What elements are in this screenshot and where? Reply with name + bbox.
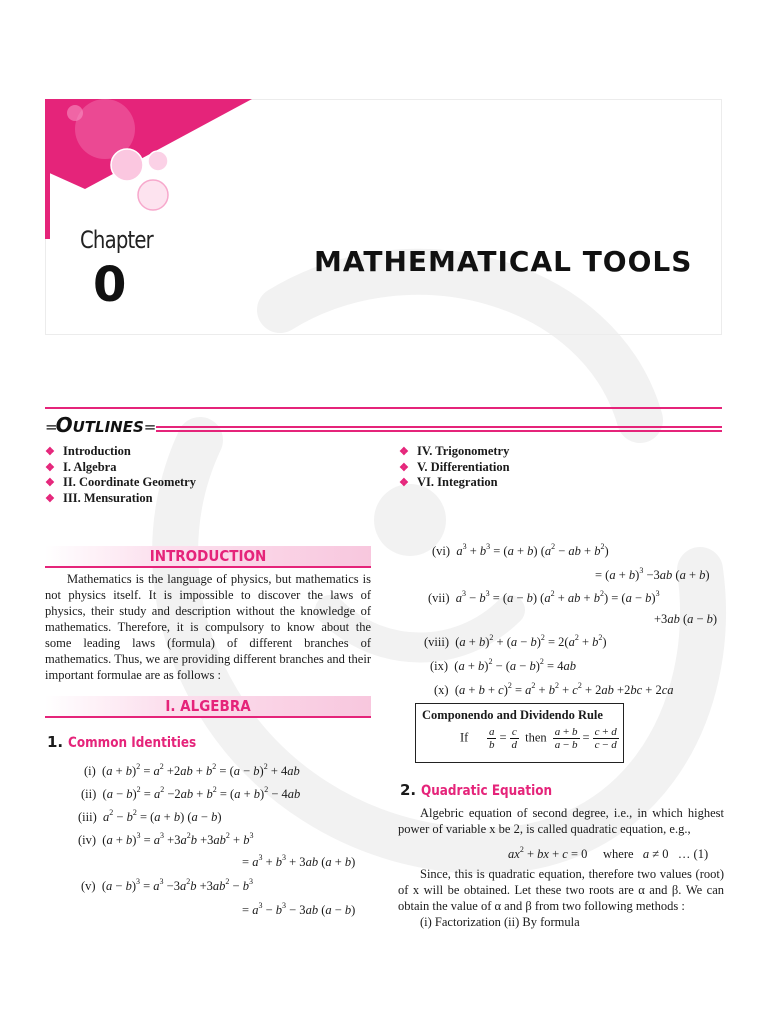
introduction-paragraph: Mathematics is the language of physics, but mathematics is not physics itself. It is impossible to discover the laws of physics, their study and description without the knowledge of mathematics. Therefore, it is compulsory to know about the some leading laws (formula) of different branches of mathematics. Thus, we are providing different branches and their important formulae are as follows : <box>45 572 371 682</box>
outlines-heading: =OUTLINES= <box>45 413 155 437</box>
quadratic-equation: $ax^2$ + bx + c = 0 where a ≠ 0 … (1) <box>508 845 709 861</box>
quadratic-paragraph-3: (i) Factorization (ii) By formula <box>420 915 580 929</box>
introduction-text <box>45 571 371 683</box>
identity-vi: (vi) $a^3 + b^3 = (a + b) (a^2$ − ab + $b^2$) <box>432 542 609 558</box>
identity-ix: (ix) $(a + b)^2 - (a - b)^2 = 4ab$ <box>430 657 576 673</box>
identity-vi-line2: = $(a + b)^3 -3ab$ (a + b) <box>595 566 710 582</box>
identity-vii: (vii) $a^3 - b^3 = (a - b) (a^2$ + ab + $b^2) = (a - b)^3$ <box>428 589 660 605</box>
algebra-heading: I. ALGEBRA <box>165 697 251 715</box>
componendo-formula: If $\frac{a}{b}$ = $\frac{c}{d}$ then $\frac{a + b}{a - b}$ = $\frac{c + d}{c - d}$ <box>460 726 617 751</box>
outlines-list-right <box>399 444 510 491</box>
list-item: ❖ V. Differentiation <box>399 459 510 474</box>
common-identities-heading: 1. Common Identities <box>47 733 197 751</box>
introduction-heading-band <box>45 546 371 568</box>
quadratic-text <box>398 805 724 837</box>
list-item: ❖ VI. Integration <box>399 475 498 489</box>
list-item: ❖ II. Coordinate Geometry <box>45 475 196 489</box>
identity-ii: (ii) $(a - b)^2 = a^2 -2ab + b^2 = (a + b)^2 - 4ab$ <box>81 785 301 801</box>
list-item: ❖ Introduction <box>45 444 131 458</box>
introduction-heading: INTRODUCTION <box>149 547 267 565</box>
componendo-title: Componendo and Dividendo Rule <box>422 708 603 722</box>
componendo-rule-box <box>415 703 624 763</box>
quadratic-paragraph-2: Since, this is quadratic equation, therefore two values (root) of x will be obtained. Let these two roots are α and β. We can obtain the value of α and β from two following methods : <box>398 867 724 913</box>
list-item: ❖ III. Mensuration <box>45 490 153 505</box>
identity-iv: (iv) $(a + b)^3 = a^3 +3a^2b +3ab^2 + b^3$ <box>78 831 254 847</box>
chapter-title: MATHEMATICAL TOOLS <box>314 245 693 278</box>
list-item: ❖ I. Algebra <box>45 459 117 474</box>
chapter-label: Chapter <box>80 226 153 254</box>
identity-v-line2: = $a^3 - b^3 - 3ab$ (a − b) <box>242 901 356 917</box>
identity-v: (v) $(a - b)^3 = a^3 -3a^2b +3ab^2 - b^3$ <box>81 877 253 893</box>
identity-iii: (iii) $a^2 - b^2 = (a + b) (a - b)$ <box>78 808 222 824</box>
quadratic-heading: 2. Quadratic Equation <box>400 781 553 799</box>
chapter-decoration <box>45 99 265 239</box>
identity-viii: (viii) $(a + b)^2 + (a - b)^2 = 2(a^2 + b^2)$ <box>424 633 607 649</box>
identity-x: (x) $(a + b + c)^2 = a^2 + b^2 + c^2 + 2ab +2bc + 2ca$ <box>434 681 674 697</box>
identity-vii-line2: +3ab (a − b) <box>654 612 718 626</box>
quadratic-paragraph-1: Algebric equation of second degree, i.e., in which highest power of variable x be 2, is called quadratic equation, e.g., <box>398 806 724 836</box>
outlines-list-left <box>45 444 196 506</box>
quadratic-text-2 <box>398 866 724 930</box>
algebra-heading-band <box>45 696 371 718</box>
list-item: ❖ IV. Trigonometry <box>399 444 510 458</box>
identity-iv-line2: = $a^3 + b^3 + 3ab$ (a + b) <box>242 853 356 869</box>
identity-i: (i) $(a + b)^2 = a^2 +2ab + b^2 = (a - b)^2 + 4ab$ <box>84 762 300 778</box>
chapter-number: 0 <box>93 257 127 313</box>
